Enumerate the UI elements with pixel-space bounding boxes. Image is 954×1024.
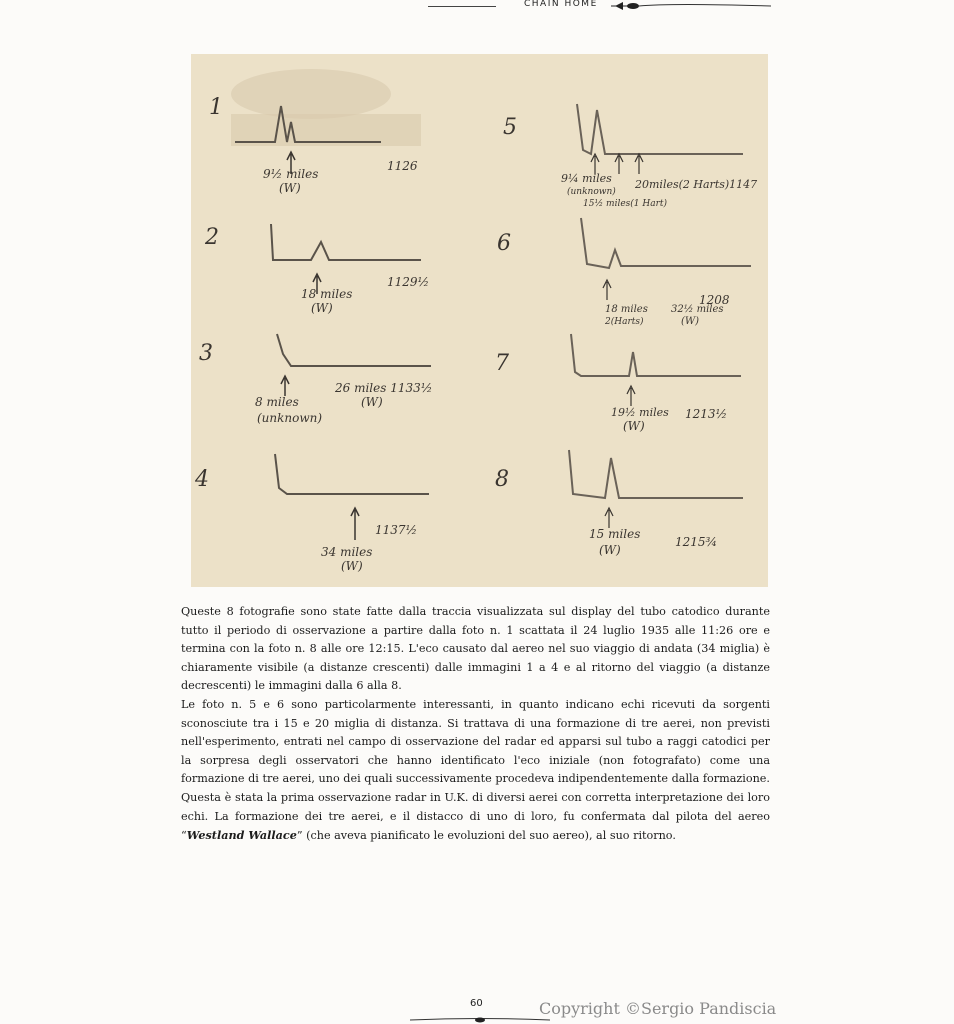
trace-6-label-e: 1208	[699, 293, 730, 307]
trace-4-number: 4	[195, 467, 209, 492]
oscilloscope-photo	[191, 54, 768, 587]
trace-6-label-a: 18 miles	[605, 304, 648, 315]
trace-1-number: 1	[209, 95, 223, 120]
trace-1-label-b: (W)	[279, 181, 301, 195]
paragraph-1: Queste 8 fotografie sono state fatte dalla traccia visualizzata sul display del tubo catodico durante tutto il periodo di osservazione a partire dalla foto n. 1 scattata il 24 luglio 1935 alle 11:26 ore e termina con la foto n. 8 alle ore 12:15. L'eco causato dal aereo nel suo viaggio di andata (34 miglia) è chiaramente visibile (a distanze crescenti) dalle immagini 1 a 4 e al ritorno del viaggio (a distanze decrescenti) le immagini dalla 6 alla 8.	[181, 605, 770, 693]
trace-5-label-a: 9¼ miles	[561, 172, 612, 185]
trace-6-label-d: (W)	[681, 316, 700, 327]
trace-6-number: 6	[497, 231, 511, 256]
trace-3-number: 3	[199, 341, 213, 366]
page-number: 60	[470, 998, 483, 1009]
header-ornament-icon	[611, 0, 771, 12]
trace-3-label-a: 8 miles	[255, 395, 299, 409]
copyright: Copyright ©Sergio Pandiscia	[539, 999, 777, 1018]
trace-8-number: 8	[495, 467, 509, 492]
trace-2-number: 2	[205, 225, 219, 250]
trace-7-label-c: 1213½	[685, 407, 728, 421]
trace-6-label-b: 2(Harts)	[605, 317, 644, 327]
trace-3-label-d: (W)	[361, 395, 383, 409]
trace-2-label-c: 1129½	[387, 275, 430, 289]
trace-3-label-b: (unknown)	[257, 411, 323, 425]
westland-wallace: Westland Wallace	[186, 828, 297, 843]
footer-ornament-icon	[410, 1016, 550, 1024]
trace-2-label-a: 18 miles	[301, 287, 353, 301]
trace-5-label-b: (unknown)	[567, 187, 616, 197]
trace-6-label-c: 32½ miles	[671, 304, 724, 315]
trace-3-label-c: 26 miles 1133½	[335, 381, 433, 395]
header-rule	[428, 6, 496, 7]
trace-7-label-a: 19½ miles	[611, 406, 669, 419]
trace-4-label-b: 34 miles	[321, 545, 373, 559]
trace-8-label-a: 15 miles	[589, 527, 641, 541]
trace-5-number: 5	[503, 115, 517, 140]
trace-5-label-c: 15½ miles(1 Hart)	[583, 199, 668, 209]
trace-1-label-a: 9½ miles	[263, 167, 319, 181]
trace-7-number: 7	[495, 351, 509, 376]
trace-5-label-d: 20miles(2 Harts)1147	[635, 178, 758, 191]
trace-7-label-b: (W)	[623, 419, 645, 433]
running-title: CHAIN HOME	[524, 0, 598, 9]
trace-8-label-b: (W)	[599, 543, 621, 557]
trace-4-label-a: 1137½	[375, 523, 418, 537]
trace-8-label-c: 1215¾	[675, 535, 718, 549]
paragraph-2: Le foto n. 5 e 6 sono particolarmente interessanti, in quanto indicano echi ricevuti da sorgenti sconosciute tra i 15 e 20 miglia di distanza. Si trattava di una formazione di tre aerei, non previsti nell'esperimento, entrati nel campo di osservazione del radar ed apparsi sul tubo a raggi catodici per la sorpresa degli osservatori che hanno identificato l'eco iniziale (non fotografato) come una formazione di tre aerei, uno dei quali successivamente procedeva indipendentemente dalla formazione. Questa è stata la prima osservazione radar in U.K. di diversi aerei con corretta interpretazione dei loro echi. La formazione dei tre aerei, e il distacco di uno di loro, fu confermata dal pilota del aereo “Westland Wallace” (che aveva pianificato le evoluzioni del suo aereo), al suo ritorno.	[181, 697, 770, 843]
page-header	[0, 0, 954, 16]
trace-1-label-c: 1126	[387, 159, 418, 173]
body-text	[181, 603, 770, 846]
trace-4-label-c: (W)	[341, 559, 363, 573]
trace-2-label-b: (W)	[311, 301, 333, 315]
